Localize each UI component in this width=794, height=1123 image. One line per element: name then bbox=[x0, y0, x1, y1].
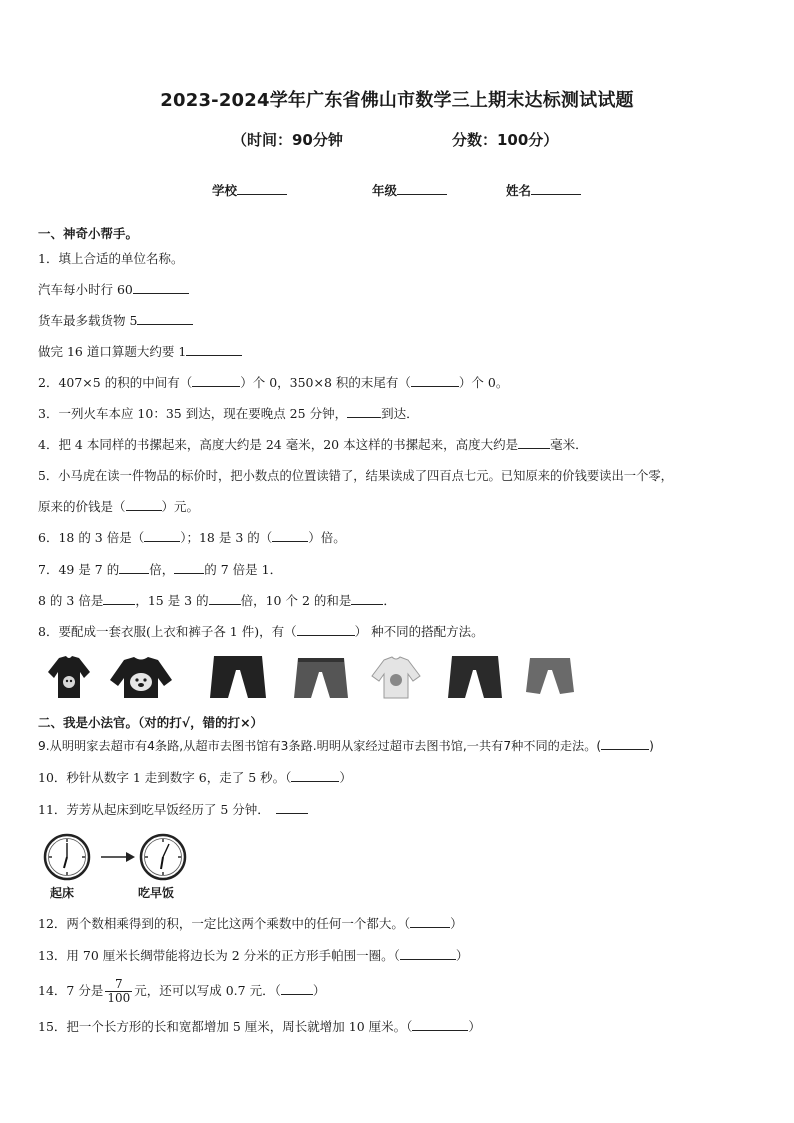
fraction-7-100: $\frac{7}{100}$ bbox=[107, 977, 131, 1005]
answer-blank[interactable] bbox=[281, 983, 313, 995]
answer-blank[interactable] bbox=[174, 562, 204, 574]
question-8: 8．要配成一套衣服(上衣和裤子各 1 件)，有（ ） 种不同的搭配方法。 bbox=[38, 624, 484, 639]
shirt-image-1 bbox=[44, 652, 94, 702]
question-9: 9.从明明家去超市有4条路,从超市去图书馆有3条路.明明从家经过超市去图书馆,一共有7种不同的走法。( ) bbox=[38, 739, 654, 753]
clock-wakeup-icon bbox=[42, 832, 92, 882]
answer-blank[interactable] bbox=[412, 1019, 468, 1031]
school-blank[interactable] bbox=[237, 182, 287, 195]
question-10: 10．秒针从数字 1 走到数字 6，走了 5 秒。（ ） bbox=[38, 770, 352, 785]
clock-illustration bbox=[38, 830, 198, 902]
school-label: 学校 bbox=[212, 183, 238, 198]
grade-blank[interactable] bbox=[397, 182, 447, 195]
grade-label: 年级 bbox=[372, 183, 398, 198]
clock-breakfast-icon bbox=[138, 832, 188, 882]
question-6: 6．18 的 3 倍是（ ）；18 是 3 的（ ）倍。 bbox=[38, 530, 346, 545]
name-label: 姓名 bbox=[506, 183, 532, 198]
answer-blank[interactable] bbox=[518, 437, 550, 449]
answer-blank[interactable] bbox=[126, 499, 162, 511]
question-3: 3．一列火车本应 10：35 到达，现在要晚点 25 分钟， 到达． bbox=[38, 406, 419, 421]
answer-blank[interactable] bbox=[347, 406, 381, 418]
exam-score: 分数：100分） bbox=[452, 131, 559, 149]
clock-right-label: 吃早饭 bbox=[138, 886, 175, 900]
answer-blank[interactable] bbox=[119, 562, 149, 574]
answer-blank[interactable] bbox=[410, 916, 450, 928]
answer-blank[interactable] bbox=[103, 593, 135, 605]
answer-blank[interactable] bbox=[411, 375, 459, 387]
answer-blank[interactable] bbox=[133, 282, 189, 294]
shirt-image-2 bbox=[106, 652, 176, 702]
school-field bbox=[212, 181, 287, 199]
question-7-line1: 7．49 是 7 的 倍， 的 7 倍是 1． bbox=[38, 562, 283, 577]
answer-blank[interactable] bbox=[272, 530, 308, 542]
answer-blank[interactable] bbox=[137, 313, 193, 325]
question-1a: 汽车每小时行 60 bbox=[38, 282, 189, 298]
name-field bbox=[506, 181, 581, 199]
pants-image-3 bbox=[444, 652, 506, 702]
question-5-line1: 5．小马虎在读一件物品的标价时，把小数点的位置读错了，结果读成了四百点七元。已知原来的价钱要读出一个零， bbox=[38, 469, 673, 483]
answer-blank[interactable] bbox=[276, 802, 308, 814]
question-5-line2: 原来的价钱是（ ）元。 bbox=[38, 499, 200, 514]
question-12: 12．两个数相乘得到的积，一定比这两个乘数中的任何一个都大。（ ） bbox=[38, 916, 463, 931]
answer-blank[interactable] bbox=[209, 593, 241, 605]
question-15: 15．把一个长方形的长和宽都增加 5 厘米，周长就增加 10 厘米。（ ） bbox=[38, 1019, 481, 1034]
answer-blank[interactable] bbox=[297, 624, 355, 636]
grade-field bbox=[372, 181, 447, 199]
answer-blank[interactable] bbox=[291, 770, 339, 782]
arrow-right-icon bbox=[100, 850, 136, 864]
shirt-image-3 bbox=[368, 652, 424, 702]
pants-image-1 bbox=[206, 652, 270, 702]
page-title: 2023-2024学年广东省佛山市数学三上期末达标测试试题 bbox=[160, 90, 634, 111]
clothes-images bbox=[40, 652, 580, 704]
answer-blank[interactable] bbox=[351, 593, 383, 605]
question-2: 2．407×5 的积的中间有（ ）个 0，350×8 积的末尾有（ ）个 0。 bbox=[38, 375, 509, 390]
question-1c: 做完 16 道口算题大约要 1 bbox=[38, 344, 242, 360]
section2-heading: 二、我是小法官。（对的打√，错的打×） bbox=[38, 715, 264, 730]
section1-heading: 一、神奇小帮手。 bbox=[38, 226, 139, 241]
question-1b: 货车最多载货物 5 bbox=[38, 313, 193, 329]
name-blank[interactable] bbox=[531, 182, 581, 195]
answer-blank[interactable] bbox=[186, 344, 242, 356]
question-13: 13．用 70 厘米长绸带能将边长为 2 分米的正方形手帕围一圈。（ ） bbox=[38, 948, 469, 963]
clock-left-label: 起床 bbox=[50, 886, 75, 900]
answer-blank[interactable] bbox=[601, 738, 649, 750]
pants-image-4 bbox=[522, 652, 578, 702]
question-1: 1．填上合适的单位名称。 bbox=[38, 251, 184, 266]
question-7-line2: 8 的 3 倍是 ，15 是 3 的 倍，10 个 2 的和是 ． bbox=[38, 593, 396, 608]
pants-image-2 bbox=[290, 652, 352, 702]
question-11: 11．芳芳从起床到吃早饭经历了 5 分钟． bbox=[38, 802, 308, 818]
answer-blank[interactable] bbox=[144, 530, 180, 542]
answer-blank[interactable] bbox=[192, 375, 240, 387]
question-4: 4．把 4 本同样的书摞起来，高度大约是 24 毫米，20 本这样的书摞起来，高度大约是 毫米． bbox=[38, 437, 588, 452]
exam-time: （时间：90分钟 bbox=[232, 131, 343, 149]
answer-blank[interactable] bbox=[400, 948, 456, 960]
question-14: 14．7 分是 $\frac{7}{100}$ 元，还可以写成 0.7 元．（ ） bbox=[38, 977, 326, 1005]
